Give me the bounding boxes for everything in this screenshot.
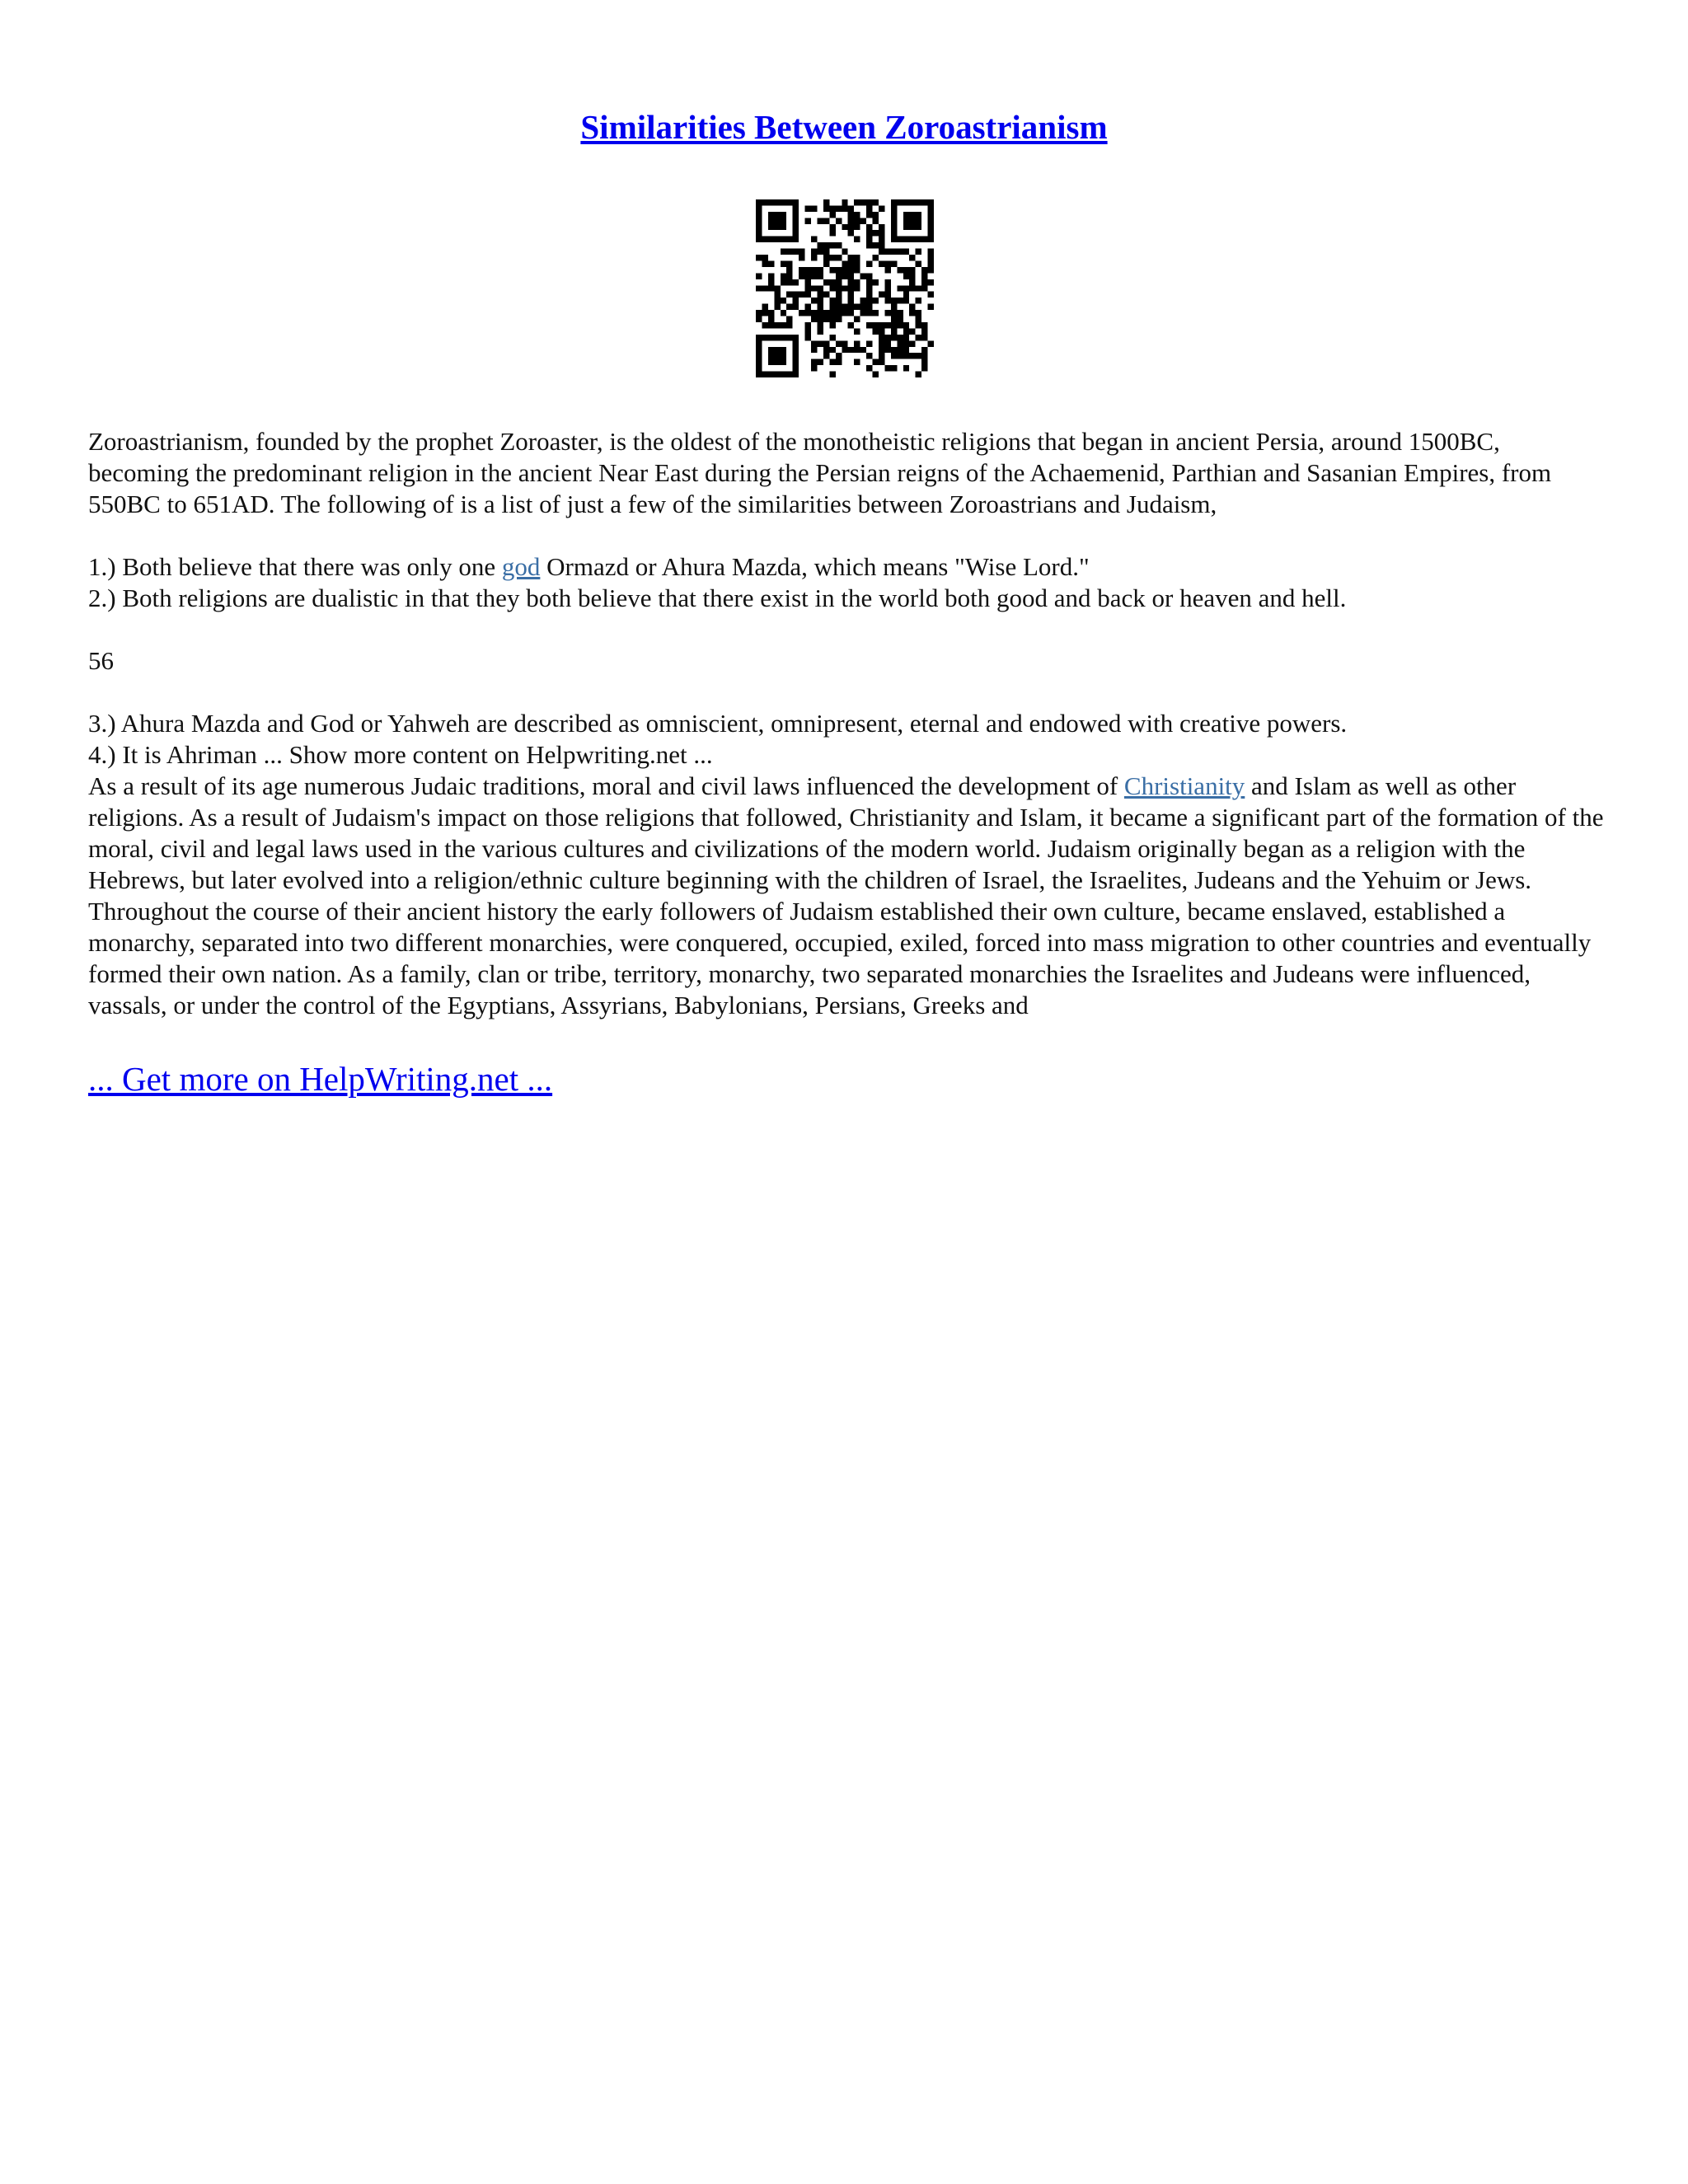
list-item: 3.) Ahura Mazda and God or Yahweh are described as omniscient, omnipresent, eternal and endowed with creative powers. (88, 709, 1348, 738)
article-body (88, 426, 1605, 1021)
more-link-container (88, 1056, 552, 1102)
second-paragraph: As a result of its age numerous Judaic traditions, moral and civil laws influenced the development of Christianity and Islam as well as other religions. As a result of Judaism's impact on those religions that followed, Christianity and Islam, it became a significant part of the formation of the moral, civil and legal laws used in the various cultures and civilizations of the modern world. Judaism originally began as a religion with the Hebrews, but later evolved into a religion/ethnic culture beginning with the children of Israel, the Israelites, Judeans and the Yehuim or Jews. Throughout the course of their ancient history the early followers of Judaism established their own culture, became enslaved, established a monarchy, separated into two different monarchies, were conquered, occupied, exiled, forced into mass migration to other countries and eventually formed their own nation. As a family, clan or tribe, territory, monarchy, two separated monarchies the Israelites and Judeans were influenced, vassals, or under the control of the Egyptians, Assyrians, Babylonians, Persians, Greeks and (88, 771, 1604, 1019)
page-title-link[interactable]: Similarities Between Zoroastrianism (580, 108, 1108, 146)
intro-paragraph: Zoroastrianism, founded by the prophet Zoroaster, is the oldest of the monotheistic religions that began in ancient Persia, around 1500BC, becoming the predominant religion in the ancient Near East during the Persian reigns of the Achaemenid, Parthian and Sasanian Empires, from 550BC to 651AD. The following of is a list of just a few of the similarities between Zoroastrians and Judaism, (88, 427, 1552, 518)
get-more-link[interactable]: ... Get more on HelpWriting.net ... (88, 1060, 553, 1098)
list-item: 1.) Both believe that there was only one god Ormazd or Ahura Mazda, which means "Wise Lord." (88, 552, 1090, 581)
list-item: 2.) Both religions are dualistic in that they both believe that there exist in the world both good and back or heaven and hell. (88, 583, 1347, 612)
title-container (0, 104, 1688, 150)
qr-code-icon (756, 199, 934, 377)
list-item: 4.) It is Ahriman ... Show more content on Helpwriting.net ... (88, 740, 713, 769)
page-number: 56 (88, 646, 114, 675)
christianity-link[interactable]: Christianity (1123, 771, 1245, 800)
god-link[interactable]: god (501, 552, 541, 581)
